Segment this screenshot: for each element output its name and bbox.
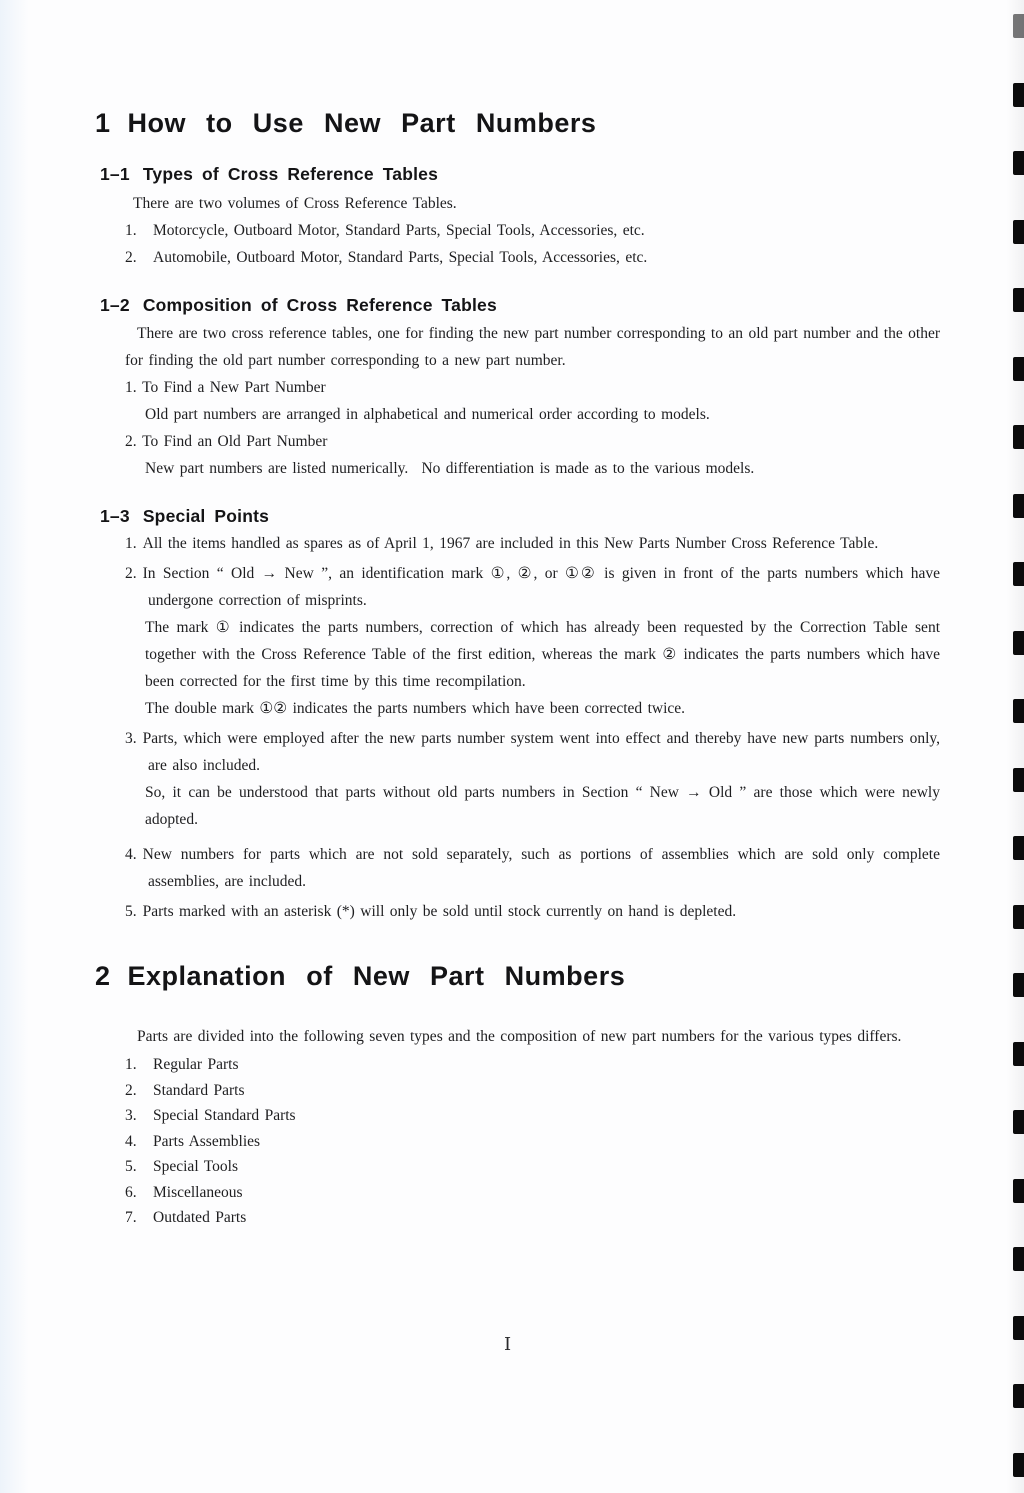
part-type-label: Special Standard Parts <box>153 1107 296 1124</box>
binding-tab-mark <box>1013 1316 1024 1340</box>
sub-item-desc: Old part numbers are arranged in alphabetical and numerical order according to models. <box>145 406 710 423</box>
section-1-1-heading <box>95 140 940 185</box>
list-item-number: 3. <box>125 1107 137 1124</box>
list-item-number: 2. <box>125 1081 137 1099</box>
volume-list-item <box>125 217 940 244</box>
binding-tab-mark <box>1013 1453 1024 1477</box>
list-item-number: 2. <box>125 433 137 450</box>
list-item-number: 1. <box>125 379 137 396</box>
list-item-number: 6. <box>125 1183 137 1201</box>
point-paragraph: So, it can be understood that parts without old parts numbers in Section “ New → Old ” are those which were newly adopted. <box>145 784 940 828</box>
list-item-text: Automobile, Outboard Motor, Standard Parts, Special Tools, Accessories, etc. <box>153 249 648 266</box>
special-point-2 <box>125 557 940 722</box>
sub-item-desc: New part numbers are listed numerically. No differentiation is made as to the various models. <box>145 460 755 477</box>
page-number: I <box>504 1334 512 1355</box>
point-text: In Section “ Old → New ”, an identification mark ①, ②, or ①② is given in front of the parts numbers which have undergone correction of misprints. <box>142 565 940 609</box>
point-paragraph <box>125 560 940 614</box>
section-1-2-number: 1–2 <box>100 295 130 315</box>
point-number: 2. <box>125 565 137 582</box>
section-1-3-title: Special Points <box>142 506 270 526</box>
section-1-title: How to Use New Part Numbers <box>127 108 597 138</box>
sub-item-title-text: To Find an Old Part Number <box>142 433 328 450</box>
list-item-text: Motorcycle, Outboard Motor, Standard Parts, Special Tools, Accessories, etc. <box>153 222 645 239</box>
part-type-item <box>125 1180 940 1206</box>
binding-tab-mark <box>1013 1384 1024 1408</box>
special-point-1 <box>125 527 940 557</box>
list-item-number: 4. <box>125 1132 137 1150</box>
find-new-number-item <box>95 374 940 428</box>
point-paragraph <box>125 725 940 779</box>
part-type-item <box>125 1154 940 1180</box>
part-type-label: Special Tools <box>153 1158 238 1175</box>
part-type-label: Outdated Parts <box>153 1209 247 1226</box>
section-1-1-intro: There are two volumes of Cross Reference Tables. <box>133 195 457 212</box>
point-paragraph <box>125 530 940 557</box>
section-1-3-heading <box>95 482 940 527</box>
part-type-label: Parts Assemblies <box>153 1132 261 1150</box>
point-paragraph <box>125 841 940 895</box>
section-1-1-title: Types of Cross Reference Tables <box>142 164 439 184</box>
special-points-list <box>125 527 940 925</box>
point-number: 3. <box>125 730 137 747</box>
sub-item-title <box>125 374 940 401</box>
sub-item-title <box>125 428 940 455</box>
section-1-2-title: Composition of Cross Reference Tables <box>142 295 497 315</box>
part-type-item <box>125 1078 940 1104</box>
section-1-2-intro: There are two cross reference tables, one for finding the new part number corresponding to an old part number and the other for finding the old part number corresponding to a new part number. <box>125 325 940 369</box>
special-point-4 <box>125 833 940 895</box>
part-type-item <box>125 1129 940 1155</box>
point-number: 5. <box>125 903 137 920</box>
part-type-label: Standard Parts <box>153 1081 245 1099</box>
part-type-item <box>125 1103 940 1129</box>
list-item-number: 7. <box>125 1209 137 1226</box>
point-text: Parts marked with an asterisk (*) will only be sold until stock currently on hand is depleted. <box>142 903 737 920</box>
section-1-3-number: 1–3 <box>100 506 130 526</box>
point-paragraph: The double mark ①② indicates the parts numbers which have been corrected twice. <box>145 700 686 717</box>
special-point-5 <box>125 895 940 925</box>
binding-tab-mark <box>1013 1247 1024 1271</box>
point-number: 1. <box>125 535 137 552</box>
volume-list-item <box>125 244 940 271</box>
section-2-title: Explanation of New Part Numbers <box>127 961 626 991</box>
list-item-number: 2. <box>125 249 137 266</box>
section-1-2-heading <box>95 271 940 316</box>
list-item-number: 1. <box>125 1056 137 1073</box>
find-old-number-item <box>95 428 940 482</box>
list-item-number: 5. <box>125 1158 137 1175</box>
list-item-number: 1. <box>125 222 137 239</box>
point-number: 4. <box>125 846 137 863</box>
section-2-intro: Parts are divided into the following seven types and the composition of new part numbers for the various types differs. <box>137 1028 902 1045</box>
point-text: New numbers for parts which are not sold separately, such as portions of assemblies which are sold only complete assemblies, are included. <box>142 846 940 890</box>
part-type-item <box>125 1205 940 1231</box>
section-1-1-number: 1–1 <box>100 164 130 184</box>
special-point-3 <box>125 722 940 833</box>
section-2-number: 2 <box>95 961 111 991</box>
point-text: All the items handled as spares as of April 1, 1967 are included in this New Parts Number Cross Reference Table. <box>142 535 879 552</box>
section-1-heading <box>95 0 940 140</box>
part-type-label: Regular Parts <box>153 1056 239 1073</box>
section-2-heading <box>95 925 940 993</box>
sub-item-title-text: To Find a New Part Number <box>142 379 326 396</box>
section-1-number: 1 <box>95 108 111 138</box>
part-types-list <box>95 1050 940 1231</box>
point-paragraph: The mark ① indicates the parts numbers, correction of which has already been requested by the Correction Table sent together with the Cross Reference Table of the first edition, whereas the mark ② indicates the parts numbers which have been corrected for the first time by this time recompilation. <box>145 619 940 690</box>
point-text: Parts, which were employed after the new parts number system went into effect and thereby have new parts numbers only, are also included. <box>142 730 940 774</box>
point-paragraph <box>125 898 940 925</box>
part-type-label: Miscellaneous <box>153 1183 243 1201</box>
part-type-item <box>125 1052 940 1078</box>
